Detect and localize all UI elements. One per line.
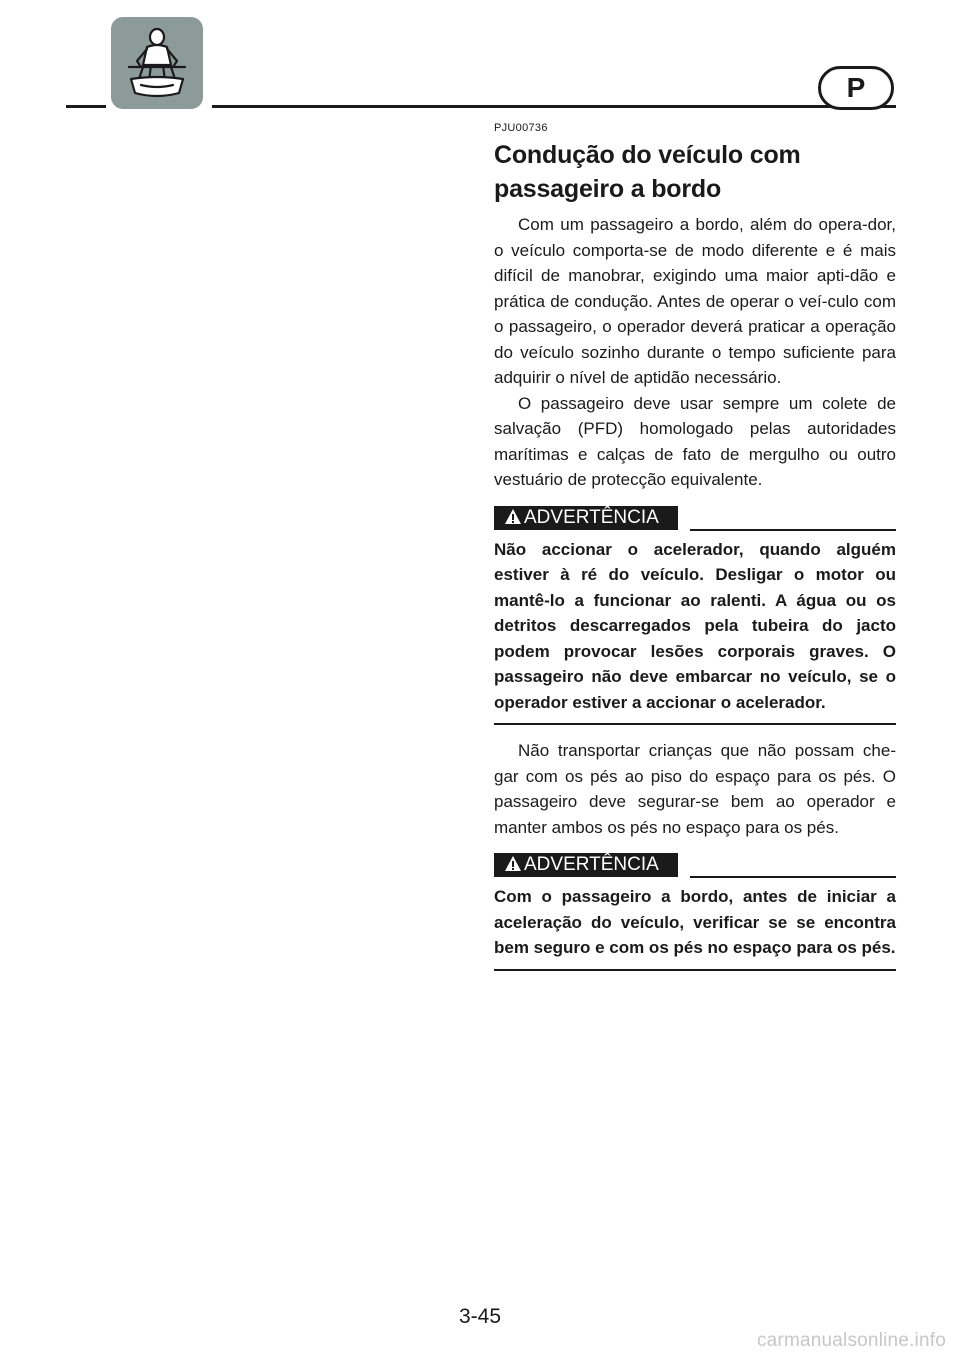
section-code: PJU00736 xyxy=(494,122,548,134)
header-rule-left xyxy=(66,105,106,108)
warning-label-2 xyxy=(494,853,678,877)
warning-header-1 xyxy=(494,506,896,534)
warning-triangle-icon xyxy=(504,855,522,872)
section-title: Condução do veículo com passageiro a bordo xyxy=(494,141,801,203)
warning-triangle-icon xyxy=(504,508,522,525)
warning-label-text-2: ADVERTÊNCIA xyxy=(524,854,659,875)
warning-label-1 xyxy=(494,506,678,530)
section-logo xyxy=(111,17,203,109)
header-rule-right xyxy=(212,105,896,108)
warning-rule-1 xyxy=(690,529,896,531)
warning-text-2: Com o passageiro a bordo, antes de iniciar a aceleração do veículo, verificar se se encontra bem seguro e com os pés no espaço para os pés. xyxy=(494,884,896,971)
paragraph-3: Não transportar crianças que não possam che-gar com os pés ao piso do espaço para os pés. O passageiro deve segurar-se bem ao operador e manter ambos os pés no espaço para os pés. xyxy=(494,741,896,837)
paragraph-1: Com um passageiro a bordo, além do opera-dor, o veículo comporta-se de modo diferente e é mais difícil de manobrar, exigindo uma maior apti-dão e prática de condução. Antes de operar o veí-culo com o passageiro, o operador deverá praticar a operação do veículo sozinho durante o tempo suficiente para adquirir o nível de aptidão necessário. xyxy=(494,215,896,387)
jet-ski-rider-icon xyxy=(111,17,203,109)
warning-text-1: Não accionar o acelerador, quando alguém estiver à ré do veículo. Desligar o motor ou mantê-lo a funcionar ao ralenti. A água ou os detritos descarregados pela tubeira do jacto podem provocar lesões corporais graves. O passageiro não deve embarcar no veículo, se o operador estiver a accionar o acelerador. xyxy=(494,537,896,726)
page-number: 3-45 xyxy=(458,1305,502,1328)
section-content xyxy=(494,122,896,971)
warning-label-text-1: ADVERTÊNCIA xyxy=(524,506,659,528)
paragraph-2: O passageiro deve usar sempre um colete de salvação (PFD) homologado pelas autoridades marítimas e calças de fato de mergulho ou outro vestuário de protecção equivalente. xyxy=(494,393,896,489)
language-badge: P xyxy=(818,66,894,110)
warning-header-2 xyxy=(494,853,896,881)
warning-rule-2 xyxy=(690,876,896,878)
watermark: carmanualsonline.info xyxy=(756,1330,946,1351)
